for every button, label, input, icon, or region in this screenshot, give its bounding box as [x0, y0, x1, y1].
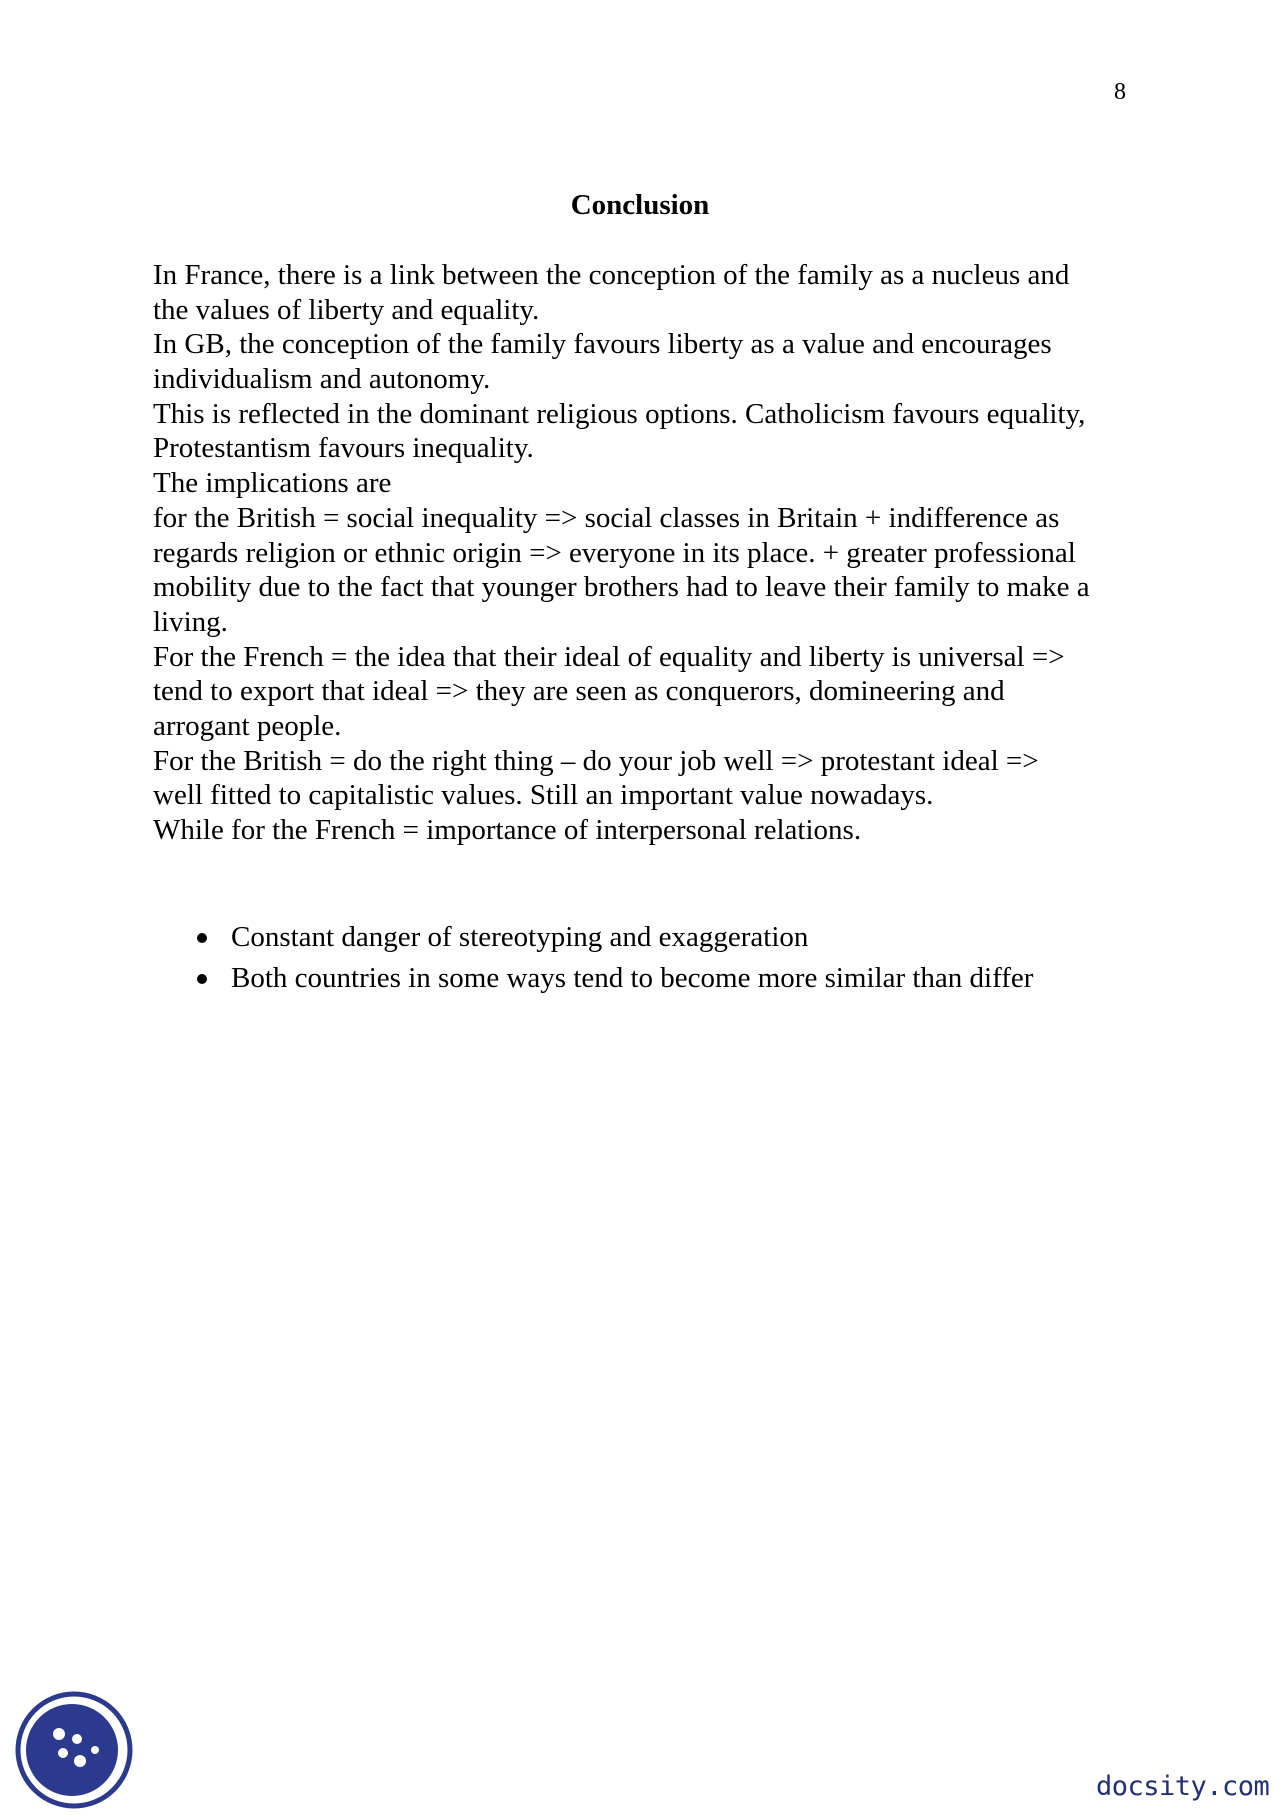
body-line: well fitted to capitalistic values. Still an important value nowadays. — [153, 779, 934, 812]
body-line: living. — [153, 605, 228, 638]
body-line: regards religion or ethnic origin => everyone in its place. + greater professional — [153, 536, 1076, 569]
body-line: Protestantism favours inequality. — [153, 432, 534, 465]
body-line: This is reflected in the dominant religious options. Catholicism favours equality, — [153, 397, 1086, 430]
body-line: While for the French = importance of interpersonal relations. — [153, 814, 862, 846]
bullet-item — [153, 958, 1153, 999]
bullet-item — [153, 917, 1153, 958]
body-line: the values of liberty and equality. — [153, 293, 540, 326]
body-line: tend to export that ideal => they are seen as conquerors, domineering and — [153, 675, 1005, 708]
body-line: In France, there is a link between the conception of the family as a nucleus and — [153, 259, 1070, 291]
body-line: mobility due to the fact that younger brothers had to leave their family to make a — [153, 571, 1090, 604]
section-title: Conclusion — [570, 189, 710, 221]
body-line: For the French = the idea that their ideal of equality and liberty is universal => — [153, 640, 1065, 673]
body-line: arrogant people. — [153, 709, 342, 742]
conclusion-body — [153, 258, 1153, 848]
docsity-brand-link[interactable]: docsity.com — [1096, 1771, 1270, 1802]
body-line: individualism and autonomy. — [153, 363, 491, 396]
page-number: 8 — [1114, 79, 1126, 105]
body-line: The implications are — [153, 467, 392, 500]
bullet-icon — [197, 933, 207, 943]
bullet-text: Constant danger of stereotyping and exaggeration — [231, 921, 809, 953]
body-line: In GB, the conception of the family favours liberty as a value and encourages — [153, 328, 1052, 361]
body-line: for the British = social inequality => social classes in Britain + indifference as — [153, 501, 1060, 534]
bullet-text: Both countries in some ways tend to become more similar than differ — [231, 962, 1034, 994]
bullet-list — [153, 917, 1153, 999]
docsity-logo-icon[interactable] — [14, 1690, 134, 1810]
body-line: For the British = do the right thing – do your job well => protestant ideal => — [153, 744, 1039, 777]
bullet-icon — [197, 974, 207, 984]
